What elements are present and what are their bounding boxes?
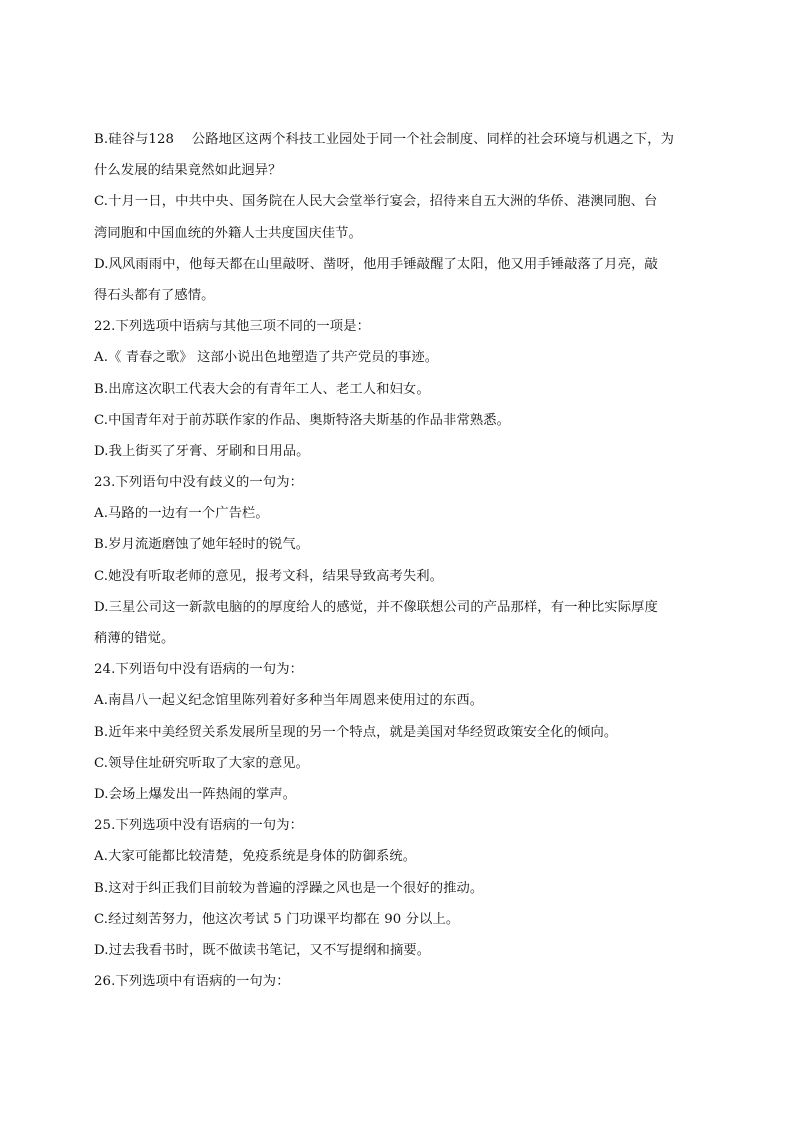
- question-26: 26.下列选项中有语病的一句为：: [94, 974, 290, 990]
- question-25-option-b: B.这对于纠正我们目前较为普遍的浮躁之风也是一个很好的推动。: [94, 880, 484, 896]
- option-c-line-2: 湾同胞和中国血统的外籍人士共度国庆佳节。: [94, 225, 362, 241]
- option-d-line-1: D.风风雨雨中，他每天都在山里敲呀、凿呀，他用手锤敲醒了太阳，他又用手锤敲落了月亮，敲: [94, 256, 658, 272]
- question-25: 25.下列选项中没有语病的一句为：: [94, 818, 304, 834]
- question-24-option-a: A.南昌八一起义纪念馆里陈列着好多种当年周恩来使用过的东西。: [94, 693, 484, 709]
- option-b-line-1: B.硅谷与128 公路地区这两个科技工业园处于同一个社会制度、同样的社会环境与机遇之下，为: [94, 132, 675, 147]
- question-23-option-d-line-2: 稍薄的错觉。: [94, 631, 175, 646]
- question-23-option-b: B.岁月流逝磨蚀了她年轻时的锐气。: [94, 537, 310, 553]
- question-22-option-a: A.《 青春之歌》 这部小说出色地塑造了共产党员的事迹。: [94, 350, 439, 366]
- question-25-option-c: C.经过刻苦努力，他这次考试 5 门功课平均都在 90 分以上。: [94, 911, 460, 927]
- option-c-line-1: C.十月一日，中共中央、国务院在人民大会堂举行宴会，招待来自五大洲的华侨、港澳同胞、台: [94, 194, 658, 210]
- question-22-option-d: D.我上街买了牙膏、牙刷和日用品。: [94, 443, 310, 459]
- question-23: 23.下列语句中没有歧义的一句为：: [94, 475, 304, 491]
- option-b-line-2: 什么发展的结果竟然如此迥异？: [94, 163, 282, 179]
- question-23-option-a: A.马路的一边有一个广告栏。: [94, 506, 269, 522]
- question-25-option-a: A.大家可能都比较清楚，免疫系统是身体的防御系统。: [94, 849, 417, 865]
- question-24-option-b: B.近年来中美经贸关系发展所呈现的另一个特点，就是美国对华经贸政策安全化的倾向。: [94, 724, 618, 740]
- question-22-option-c: C.中国青年对于前苏联作家的作品、奥斯特洛夫斯基的作品非常熟悉。: [94, 412, 511, 428]
- document-body: [94, 124, 704, 997]
- question-23-option-d-line-1: D.三星公司这一新款电脑的的厚度给人的感觉，并不像联想公司的产品那样，有一种比实际厚度: [94, 599, 658, 615]
- question-24-option-c: C.领导住址研究听取了大家的意见。: [94, 755, 310, 771]
- question-22: 22.下列选项中语病与其他三项不同的一项是：: [94, 319, 370, 335]
- question-23-option-c: C.她没有听取老师的意见，报考文科，结果导致高考失利。: [94, 568, 444, 584]
- option-d-line-2: 得石头都有了感情。: [94, 287, 215, 303]
- question-22-option-b: B.出席这次职工代表大会的有青年工人、老工人和妇女。: [94, 381, 430, 397]
- question-25-option-d: D.过去我看书时，既不做读书笔记，又不写提纲和摘要。: [94, 942, 431, 958]
- question-24: 24.下列语句中没有语病的一句为：: [94, 662, 304, 678]
- question-24-option-d: D.会场上爆发出一阵热闹的掌声。: [94, 786, 297, 802]
